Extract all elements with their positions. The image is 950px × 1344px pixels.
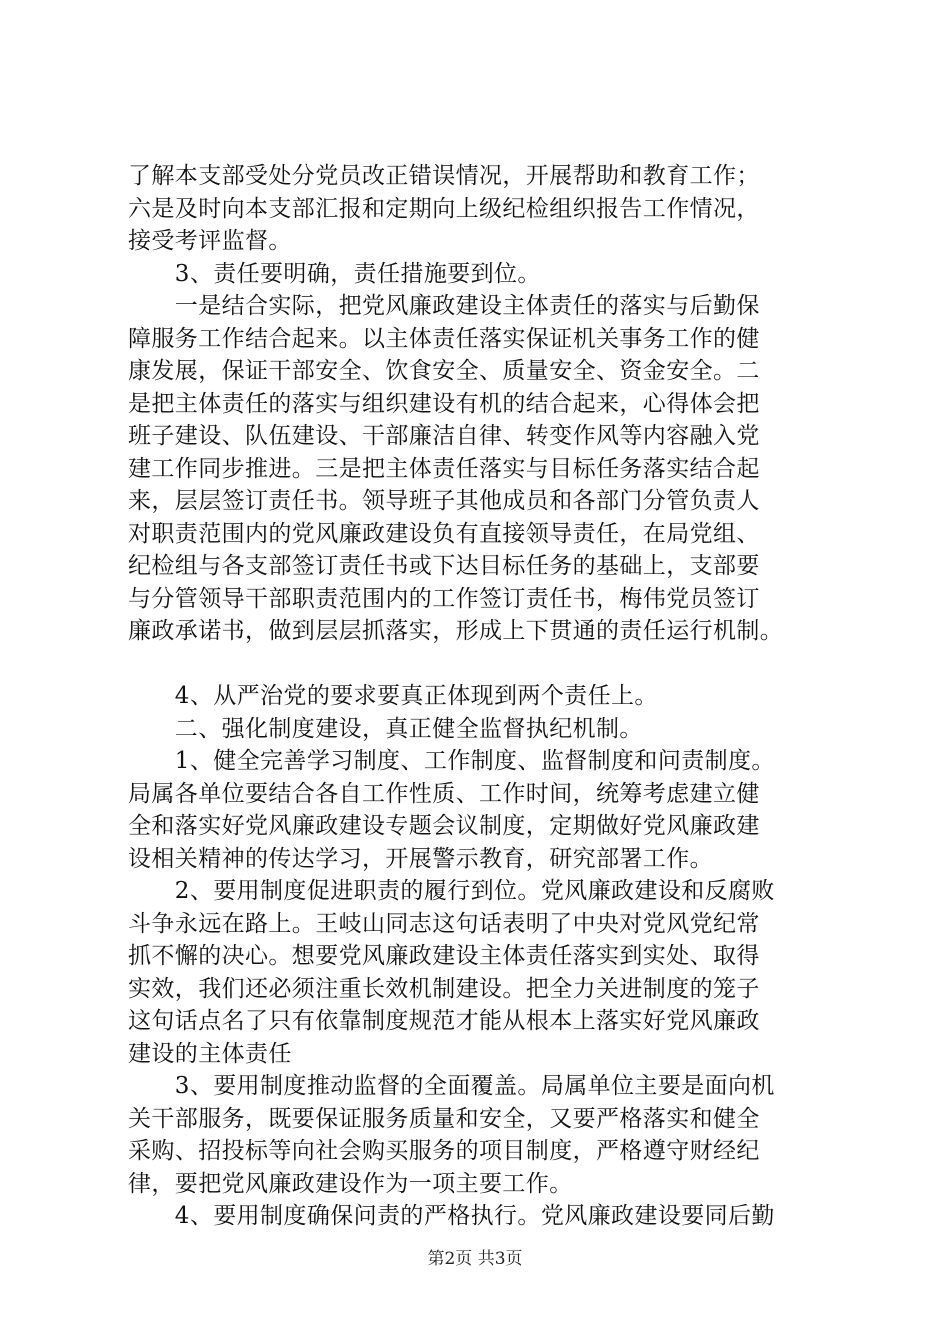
text-line: 局属各单位要结合各自工作性质、工作时间，统筹考虑建立健	[128, 780, 760, 807]
text-line: 障服务工作结合起来。以主体责任落实保证机关事务工作的健	[128, 325, 760, 352]
text-line: 建工作同步推进。三是把主体责任落实与目标任务落实结合起	[128, 455, 760, 482]
text-line: 1、健全完善学习制度、工作制度、监督制度和问责制度。	[128, 748, 775, 774]
section-heading: 3、责任要明确，责任措施要到位。	[128, 260, 541, 287]
text-line: 实效，我们还必须注重长效机制建设。把全力关进制度的笼子	[128, 975, 760, 1002]
text-line: 2、要用制度促进职责的履行到位。党风廉政建设和反腐败	[128, 878, 775, 904]
text-line: 抓不懈的决心。想要党风廉政建设主体责任落实到实处、取得	[128, 943, 760, 969]
text-line: 斗争永远在路上。王岐山同志这句话表明了中央对党风党纪常	[128, 910, 760, 937]
text-line: 班子建设、队伍建设、干部廉洁自律、转变作风等内容融入党	[128, 423, 760, 449]
page-number-footer: 第2页 共3页	[427, 1249, 523, 1269]
text-line: 一是结合实际，把党风廉政建设主体责任的落实与后勤保	[128, 293, 760, 319]
text-line: 律，要把党风廉政建设作为一项主要工作。	[128, 1170, 573, 1197]
document-body	[128, 160, 828, 1233]
section-heading: 二、强化制度建设，真正健全监督执纪机制。	[128, 715, 643, 742]
text-line: 来，层层签订责任书。领导班子其他成员和各部门分管负责人	[128, 488, 760, 514]
text-line: 接受考评监督。	[128, 228, 292, 254]
text-line: 关干部服务，既要保证服务质量和安全，又要严格落实和健全	[128, 1105, 760, 1132]
text-line: 纪检组与各支部签订责任书或下达目标任务的基础上，支部要	[128, 553, 760, 579]
text-line: 3、要用制度推动监督的全面覆盖。局属单位主要是面向机	[128, 1073, 775, 1099]
section-heading: 4、从严治党的要求要真正体现到两个责任上。	[128, 683, 658, 709]
text-line: 建设的主体责任	[128, 1040, 292, 1067]
text-line: 这句话点名了只有依靠制度规范才能从根本上落实好党风廉政	[128, 1008, 760, 1034]
text-line: 是把主体责任的落实与组织建设有机的结合起来，心得体会把	[128, 390, 760, 417]
text-line: 对职责范围内的党风廉政建设负有直接领导责任，在局党组、	[128, 520, 760, 547]
text-line: 了解本支部受处分党员改正错误情况，开展帮助和教育工作；	[128, 163, 760, 189]
text-line: 六是及时向本支部汇报和定期向上级纪检组织报告工作情况，	[128, 195, 760, 222]
text-line: 采购、招投标等向社会购买服务的项目制度，严格遵守财经纪	[128, 1138, 760, 1164]
text-line: 康发展，保证干部安全、饮食安全、质量安全、资金安全。二	[128, 358, 760, 384]
text-line: 全和落实好党风廉政建设专题会议制度，定期做好党风廉政建	[128, 813, 760, 839]
text-line: 廉政承诺书，做到层层抓落实，形成上下贯通的责任运行机制。	[128, 618, 784, 644]
text-line: 4、要用制度确保问责的严格执行。党风廉政建设要同后勤	[128, 1203, 775, 1229]
paragraph-gap	[128, 648, 828, 681]
text-line: 与分管领导干部职责范围内的工作签订责任书，梅伟党员签订	[128, 585, 760, 612]
text-line: 设相关精神的传达学习，开展警示教育，研究部署工作。	[128, 845, 713, 872]
